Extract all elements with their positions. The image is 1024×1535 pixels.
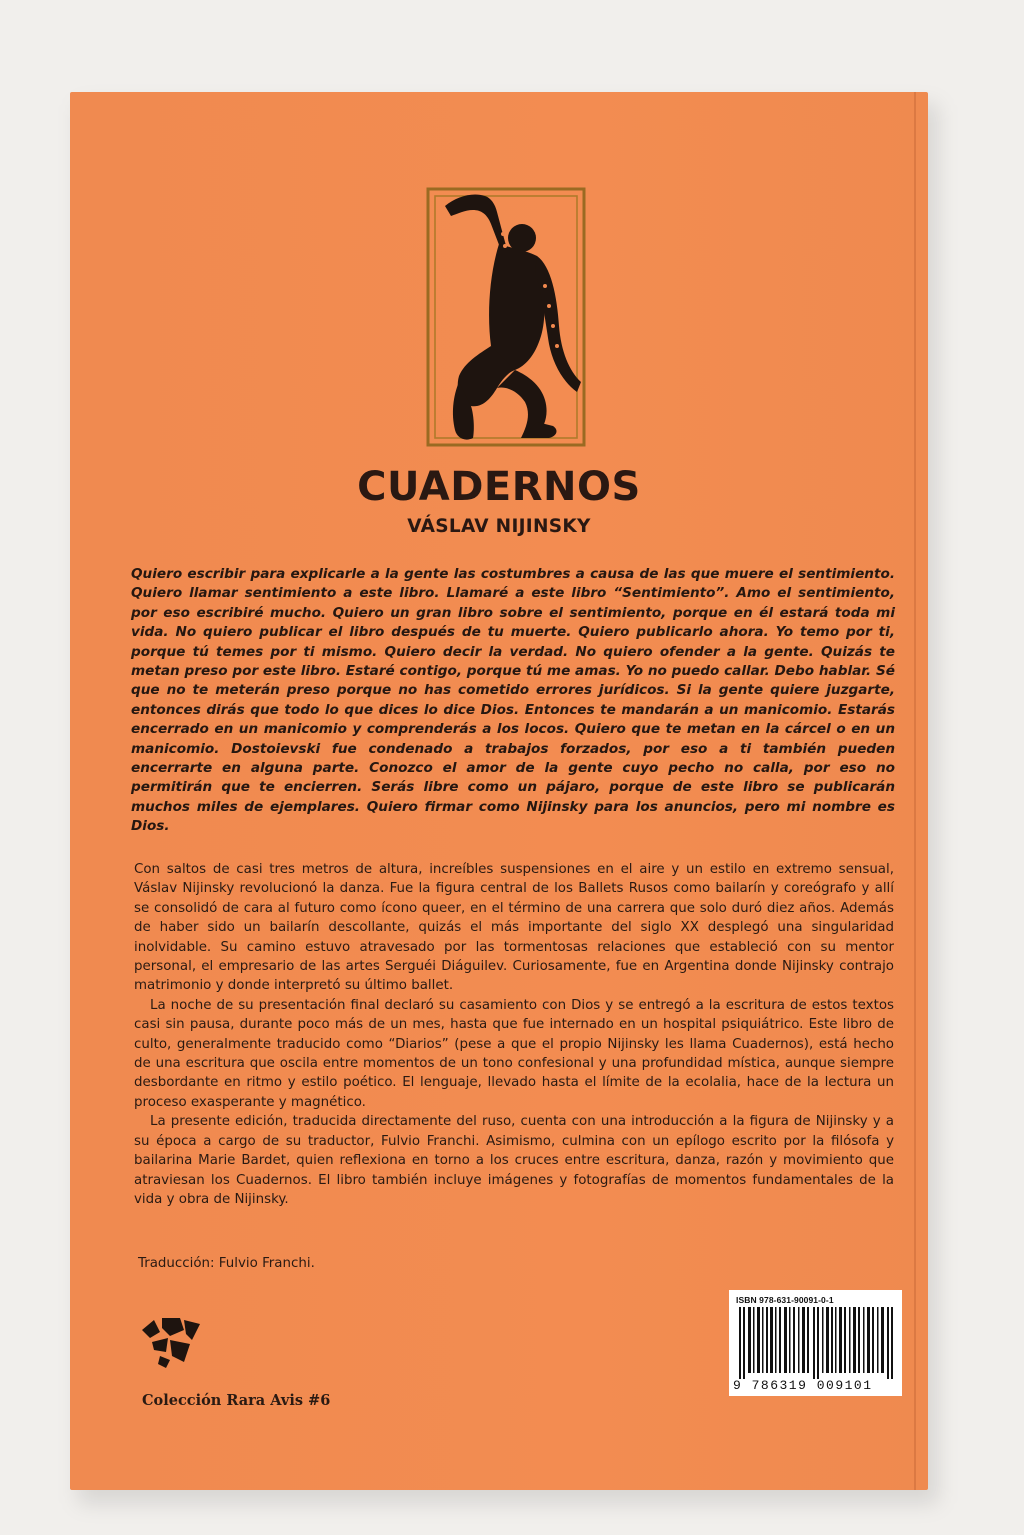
page-edge: [914, 92, 916, 1490]
rara-avis-bird-logo-icon: [140, 1316, 202, 1368]
isbn-barcode: [729, 1290, 902, 1396]
isbn-number: ISBN 978-631-90091-0-1: [736, 1295, 834, 1305]
barcode-digits: 9 786319 009101: [733, 1378, 873, 1393]
description-paragraph-1: Con saltos de casi tres metros de altura, increíbles suspensiones en el aire y un estilo en extremo sensual, Váslav Nijinsky revolucionó la danza. Fue la figura central de los Ballets Rusos como bailarín y coreógrafo y allí se consolidó de cara al futuro como ícono queer, en el término de una carrera que solo duró diez años. Además de haber sido un bailarín descollante, quizás el más importante del siglo XX desplegó una singularidad inolvidable. Su camino estuvo atravesado por las tormentosas relaciones que estableció con su mentor personal, el empresario de las artes Serguéi Diáguilev. Curiosamente, fue en Argentina donde Nijinsky contrajo matrimonio y donde interpretó su último ballet.: [134, 862, 894, 994]
collection-label: Colección Rara Avis #6: [142, 1392, 331, 1409]
translation-credit: Traducción: Fulvio Franchi.: [138, 1256, 315, 1271]
book-description: [134, 860, 894, 1209]
barcode-bars: [739, 1307, 897, 1379]
book-title: CUADERNOS: [357, 464, 641, 510]
book-author: VÁSLAV NIJINSKY: [407, 516, 591, 537]
description-paragraph-3: La presente edición, traducida directamente del ruso, cuenta con una introducción a la figura de Nijinsky y a su época a cargo de su traductor, Fulvio Franchi. Asimismo, culmina con un epílogo escrito por la filósofa y bailarina Marie Bardet, quien reflexiona en torno a los cruces entre escritura, danza, razón y movimiento que atraviesan los Cuadernos. El libro también incluye imágenes y fotografías de momentos fundamentales de la vida y obra de Nijinsky.: [134, 1114, 894, 1207]
description-paragraph-2: La noche de su presentación final declaró su casamiento con Dios y se entregó a la escritura de estos textos casi sin pausa, durante poco más de un mes, hasta que fue internado en un hospital psiquiátrico. Este libro de culto, generalmente traducido como “Diarios” (pese a que el propio Nijinsky les llama Cuadernos), está hecho de una escritura que oscila entre momentos de un tono confesional y una profundidad mística, aunque siempre desbordante en ritmo y estilo poético. El lenguaje, llevado hasta el límite de la ecolalia, hace de la lectura un proceso exasperante y magnético.: [134, 997, 894, 1110]
dancer-silhouette-icon: [425, 186, 587, 448]
book-back-cover: [70, 92, 928, 1490]
quote-excerpt: Quiero escribir para explicarle a la gente las costumbres a causa de las que muere el sentimiento. Quiero llamar sentimiento a este libro. Llamaré a este libro “Sentimiento”. Amo el sentimiento, por eso escribiré mucho. Quiero un gran libro sobre el sentimiento, porque en él estará toda mi vida. No quiero publicar el libro después de tu muerte. Quiero publicarlo ahora. Yo temo por ti, porque tú temes por ti mismo. Quiero decir la verdad. No quiero ofender a la gente. Quizás te metan preso por este libro. Estaré contigo, porque tú me amas. Yo no puedo callar. Debo hablar. Sé que no te meterán preso porque no has cometido errores jurídicos. Si la gente quiere juzgarte, entonces dirás que todo lo que dices lo dice Dios. Entonces te mandarán a un manicomio. Estarás encerrado en un manicomio y comprenderás a los locos. Quiero que te metan en la cárcel o en un manicomio. Dostoievski fue condenado a trabajos forzados, por eso a ti también pueden encerrarte en alguna parte. Conozco el amor de la gente cuyo pecho no calla, por eso no permitirán que te encierren. Serás libre como un pájaro, porque de este libro se publicarán muchos miles de ejemplares. Quiero firmar como Nijinsky para los anuncios, pero mi nombre es Dios.: [131, 566, 895, 835]
